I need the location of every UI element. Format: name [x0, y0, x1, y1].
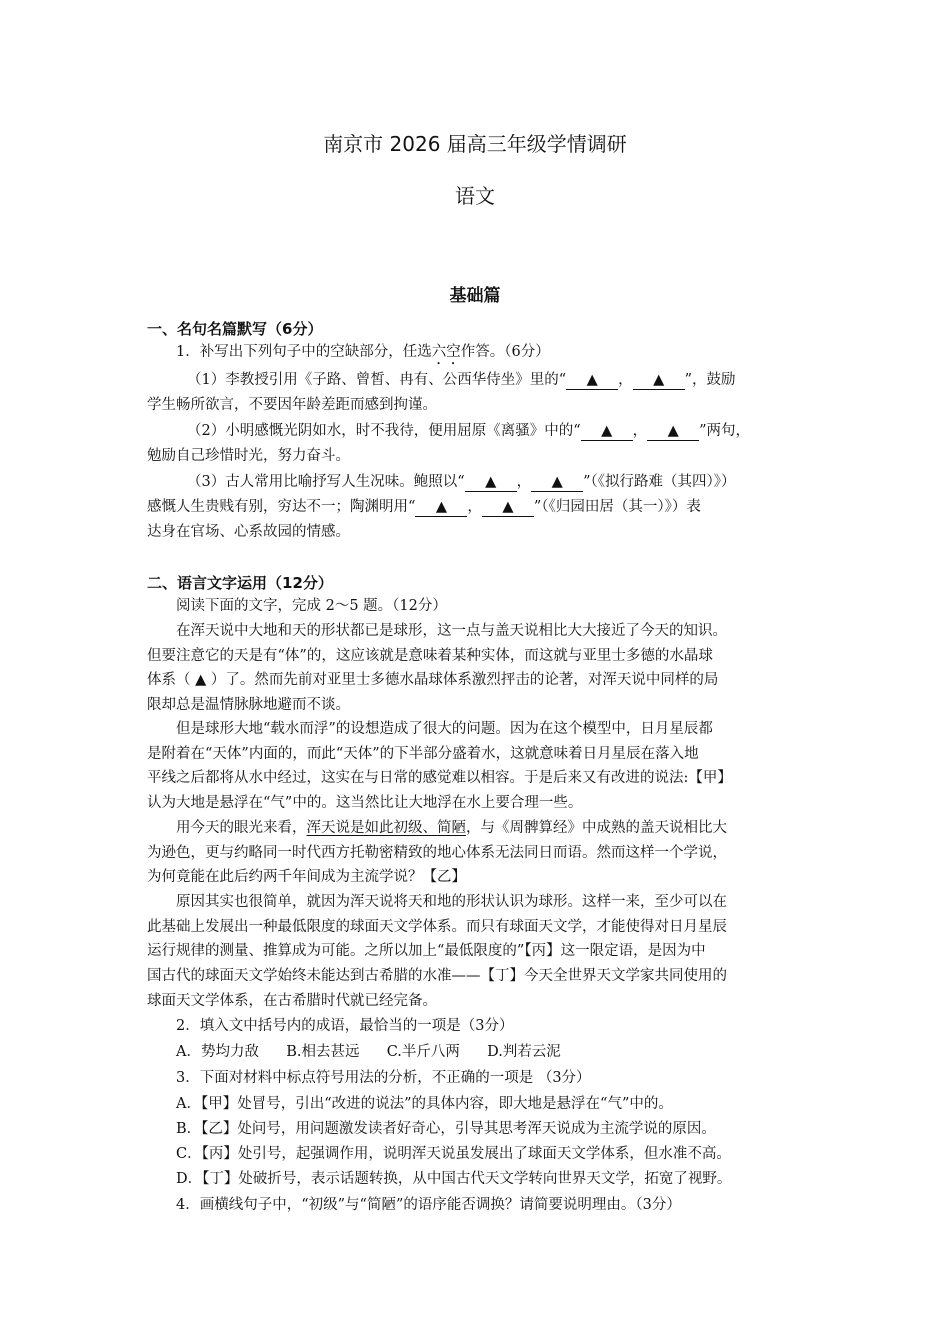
fill-item-1-cont: 学生畅所欲言，不要因年龄差距而感到拘谨。 — [147, 397, 437, 413]
exam-title: 南京市 2026 届高三年级学情调研 — [323, 132, 627, 156]
passage-line: 但要注意它的天是有“体”的，这应该就是意味着某种实体，而这就与亚里士多德的水晶球 — [147, 648, 713, 664]
passage-line: 在浑天说中大地和天的形状都已是球形，这一点与盖天说相比大大接近了今天的知识。 — [176, 623, 727, 639]
question-2: 2．填入文中括号内的成语，最恰当的一项是（3分） — [176, 1018, 514, 1034]
answer-blank[interactable]: ▲ — [415, 498, 467, 517]
passage-line: 但是球形大地“载水而浮”的设想造成了很大的问题。因为在这个模型中，日月星辰都 — [176, 721, 713, 737]
passage-line: 为何竟能在此后约两千年间成为主流学说？【乙】 — [147, 869, 466, 885]
answer-blank[interactable]: ▲ — [581, 422, 633, 441]
option[interactable]: C.半斤八两 — [386, 1044, 460, 1060]
fill-item-2: （2）小明感慨光阴如水，时不我待，便用屈原《离骚》中的“ ▲ ， ▲ ”两句， — [187, 423, 751, 439]
answer-blank[interactable]: ▲ — [647, 422, 699, 441]
passage-line: 认为大地是悬浮在“气”中的。这当然比让大地浮在水上要合理一些。 — [147, 795, 583, 811]
emphasis-text: 六空 — [431, 344, 461, 360]
fill-item-1: （1）李教授引用《子路、曾皙、冉有、公西华侍坐》里的“ ▲ ， ▲ ”，鼓励 — [187, 372, 736, 388]
question-1: 1．补写出下列句子中的空缺部分，任选六空作答。（6分） — [176, 344, 550, 360]
option[interactable]: B．【乙】处问号，用问题激发读者好奇心，引导其思考浑天说成为主流学说的原因。 — [176, 1121, 716, 1137]
section2-heading: 二、语言文字运用（12分） — [147, 574, 333, 592]
question-2-options — [176, 1041, 561, 1063]
subject-title: 语文 — [455, 184, 495, 208]
passage-line: 国古代的球面天文学始终未能达到古希腊的水准——【丁】今天全世界天文学家共同使用的 — [147, 968, 727, 984]
fill-item-3-cont: 感慨人生贵贱有别，穷达不一；陶渊明用“ ▲ ， ▲ ”（《归园田居（其一）》）表 — [147, 499, 701, 515]
option[interactable]: A．【甲】处冒号，引出“改进的说法”的具体内容，即大地是悬浮在“气”中的。 — [176, 1096, 673, 1112]
passage-line: 此基础上发展出一种最低限度的球面天文学体系。而只有球面天文学，才能使得对日月星辰 — [147, 919, 727, 935]
question-4: 4．画横线句子中，“初级”与“简陋”的语序能否调换？请简要说明理由。（3分） — [176, 1197, 681, 1213]
option[interactable]: A．势均力敌 — [176, 1044, 259, 1060]
section1-heading: 一、名句名篇默写（6分） — [147, 320, 323, 338]
passage-line: 为逊色，更与约略同一时代西方托勒密精致的地心体系无法同日而语。然而这样一个学说， — [147, 845, 727, 861]
answer-blank[interactable]: ▲ — [633, 371, 685, 390]
part-title: 基础篇 — [449, 286, 501, 306]
option[interactable]: D.判若云泥 — [487, 1044, 561, 1060]
fill-item-3-end: 达身在官场、心系故园的情感。 — [147, 524, 350, 540]
reading-intro: 阅读下面的文字，完成 2～5 题。（12分） — [176, 598, 447, 614]
underlined-sentence: 浑天说是如此初级、简陋 — [306, 820, 466, 836]
answer-blank[interactable]: ▲ — [465, 473, 517, 492]
answer-blank[interactable]: ▲ — [566, 371, 618, 390]
passage-line: 运行规律的测量、推算成为可能。之所以加上“最低限度的”【丙】这一限定语，是因为中 — [147, 943, 706, 959]
fill-item-3: （3）古人常用比喻抒写人生况味。鲍照以“ ▲ ， ▲ ”（《拟行路难（其四）》） — [187, 474, 736, 490]
option[interactable]: D．【丁】处破折号，表示话题转换，从中国古代天文学转向世界天文学，拓宽了视野。 — [176, 1171, 732, 1187]
passage-line: 平线之后都将从水中经过，这实在与日常的感觉难以相容。于是后来又有改进的说法:【甲】 — [147, 770, 732, 786]
passage-line: 球面天文学体系，在古希腊时代就已经完备。 — [147, 993, 437, 1009]
passage-line: 用今天的眼光来看，浑天说是如此初级、简陋，与《周髀算经》中成熟的盖天说相比大 — [176, 820, 727, 836]
question-3: 3．下面对材料中标点符号用法的分析，不正确的一项是 （3分） — [176, 1070, 591, 1086]
passage-line: 是附着在“天体”内面的，而此“天体”的下半部分盛着水，这就意味着日月星辰在落入地 — [147, 746, 699, 762]
answer-blank[interactable]: ▲ — [531, 473, 583, 492]
passage-line: 原因其实也很简单，就因为浑天说将天和地的形状认识为球形。这样一来，至少可以在 — [176, 894, 727, 910]
option[interactable]: C．【丙】处引号，起强调作用，说明浑天说虽发展出了球面天文学体系，但水准不高。 — [176, 1146, 731, 1162]
option[interactable]: B.相去甚远 — [286, 1044, 360, 1060]
answer-blank[interactable]: ▲ — [482, 498, 534, 517]
passage-line: 体系（ ▲ ）了。然而先前对亚里士多德水晶球体系激烈抨击的论著，对浑天说中同样的局 — [147, 672, 719, 688]
fill-item-2-cont: 勉励自己珍惜时光，努力奋斗。 — [147, 448, 350, 464]
passage-line: 限却总是温情脉脉地避而不谈。 — [147, 697, 350, 713]
